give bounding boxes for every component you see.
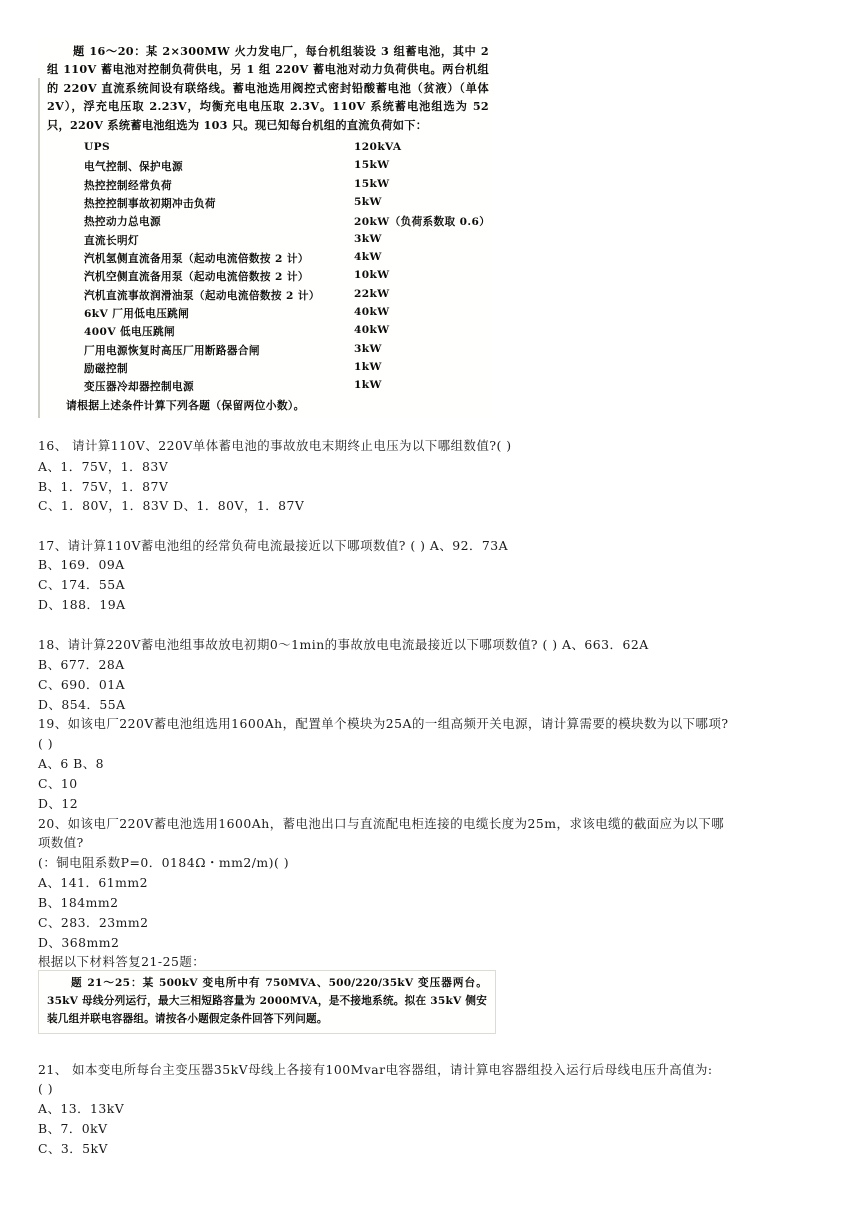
load-name: 热控控制经常负荷 — [84, 179, 172, 192]
q18-option-d: D、854．55A — [38, 697, 126, 712]
q18-option-c: C、690．01A — [38, 677, 126, 692]
load-value: 40kW — [354, 324, 390, 336]
scanned-problem-16-20-image — [38, 38, 494, 418]
load-name: 热控动力总电源 — [84, 216, 161, 228]
load-name: 励磁控制 — [84, 363, 128, 375]
question-20: 20、如该电厂220V蓄电池选用1600Ah，蓄电池出口与直流配电柜连接的电缆长度为25m，求该电缆的截面应为以下哪 — [38, 816, 725, 831]
q17-option-c: C、174．55A — [38, 577, 126, 592]
load-value: 40kW — [354, 306, 390, 318]
q20-option-b: B、184mm2 — [38, 895, 119, 910]
scanned-problem-21-25-image — [38, 970, 496, 1034]
load-name: 变压器冷却器控制电源 — [84, 381, 194, 393]
q19-paren: ( ) — [38, 736, 54, 751]
question-20-cont: 项数值? — [38, 835, 84, 850]
load-name: UPS — [84, 141, 111, 153]
load-value: 10kW — [354, 269, 390, 281]
question-21: 21、 如本变电所每台主变压器35kV母线上各接有100Mvar电容器组，请计算电容器组投入运行后母线电压升高值为: — [38, 1062, 713, 1077]
load-value: 3kW — [354, 342, 382, 355]
load-name: 热控控制事故初期冲击负荷 — [84, 198, 216, 210]
load-value: 5kW — [354, 196, 382, 208]
question-17: 17、请计算110V蓄电池组的经常负荷电流最接近以下哪项数值? ( ) A、92．73A — [38, 538, 509, 553]
load-name: 厂用电源恢复时高压厂用断路器合闸 — [84, 344, 260, 357]
question-16: 16、 请计算110V、220V单体蓄电池的事故放电末期终止电压为以下哪组数值?( ) — [38, 438, 512, 453]
load-value: 3kW — [354, 232, 382, 245]
q19-option-c: C、10 — [38, 776, 78, 791]
q21-option-b: B、7．0kV — [38, 1121, 108, 1136]
problem-21-25-intro-text: 题 21～25：某 500kV 变电所中有 750MVA、500/220/35kV 变压器两台。35kV 母线分列运行，最大三相短路容量为 2000MVA，是不接地系统。拟在 35kV 侧安装几组并联电容器组。请按各小题假定条件回答下列问题。 — [47, 977, 487, 1025]
load-name: 400V 低电压跳闸 — [84, 326, 175, 338]
load-name: 直流长明灯 — [84, 234, 139, 247]
load-name: 汽机直流事故润滑油泵（起动电流倍数按 2 计） — [84, 289, 320, 302]
q16-option-a: A、1．75V，1．83V — [38, 459, 169, 474]
load-value: 1kW — [354, 361, 382, 373]
q21-option-a: A、13．13kV — [38, 1101, 125, 1116]
question-18: 18、请计算220V蓄电池组事故放电初期0～1min的事故放电电流最接近以下哪项数值? ( ) A、663．62A — [38, 637, 649, 652]
load-value: 20kW（负荷系数取 0.6） — [354, 216, 491, 228]
q20-note: (：铜电阻系数P=0．0184Ω・mm2/m)( ) — [38, 855, 290, 870]
q20-option-d: D、368mm2 — [38, 935, 120, 950]
load-value: 22kW — [354, 287, 390, 300]
load-name: 6kV 厂用低电压跳闸 — [84, 308, 190, 320]
q19-option-d: D、12 — [38, 796, 79, 811]
q20-option-c: C、283．23mm2 — [38, 915, 149, 930]
q21-paren: ( ) — [38, 1081, 54, 1096]
load-name: 电气控制、保护电源 — [84, 161, 183, 173]
q19-option-a-b: A、6 B、8 — [38, 756, 105, 771]
q16-option-c-d: C、1．80V，1．83V D、1．80V，1．87V — [38, 498, 305, 513]
q21-option-c: C、3．5kV — [38, 1141, 108, 1156]
question-19: 19、如该电厂220V蓄电池组选用1600Ah，配置单个模块为25A的一组高频开关电源，请计算需要的模块数为以下哪项? — [38, 716, 729, 731]
load-value: 15kW — [354, 177, 390, 190]
q16-option-b: B、1．75V，1．87V — [38, 479, 169, 494]
q18-option-b: B、677．28A — [38, 657, 125, 672]
load-value: 15kW — [354, 159, 390, 171]
load-value: 120kVA — [354, 141, 402, 153]
load-value: 4kW — [354, 251, 382, 263]
q20-option-a: A、141．61mm2 — [38, 875, 149, 890]
scan-edge-shadow — [38, 78, 40, 418]
closing-instruction: 请根据上述条件计算下列各题（保留两位小数）。 — [66, 399, 305, 412]
problem-intro-text: 题 16～20：某 2×300MW 火力发电厂，每台机组装设 3 组蓄电池，其中 2 组 110V 蓄电池对控制负荷供电，另 1 组 220V 蓄电池对动力负荷供电。两台机组的 220V 直流系统间设有联络线。蓄电池选用阀控式密封铅酸蓄电池（贫液）（单体 2V），浮充电压取 2.23V，均衡充电电压取 2.3V。110V 系统蓄电池组选为 52 只，220V 系统蓄电池组选为 103 只。现已知每台机组的直流负荷如下： — [47, 44, 489, 132]
load-name: 汽机氢侧直流备用泵（起动电流倍数按 2 计） — [84, 253, 309, 265]
section-21-25-heading: 根据以下材料答复21-25题： — [38, 954, 206, 969]
q17-option-d: D、188．19A — [38, 597, 126, 612]
q17-option-b: B、169．09A — [38, 557, 125, 572]
load-value: 1kW — [354, 379, 382, 391]
load-name: 汽机空侧直流备用泵（起动电流倍数按 2 计） — [84, 271, 309, 283]
